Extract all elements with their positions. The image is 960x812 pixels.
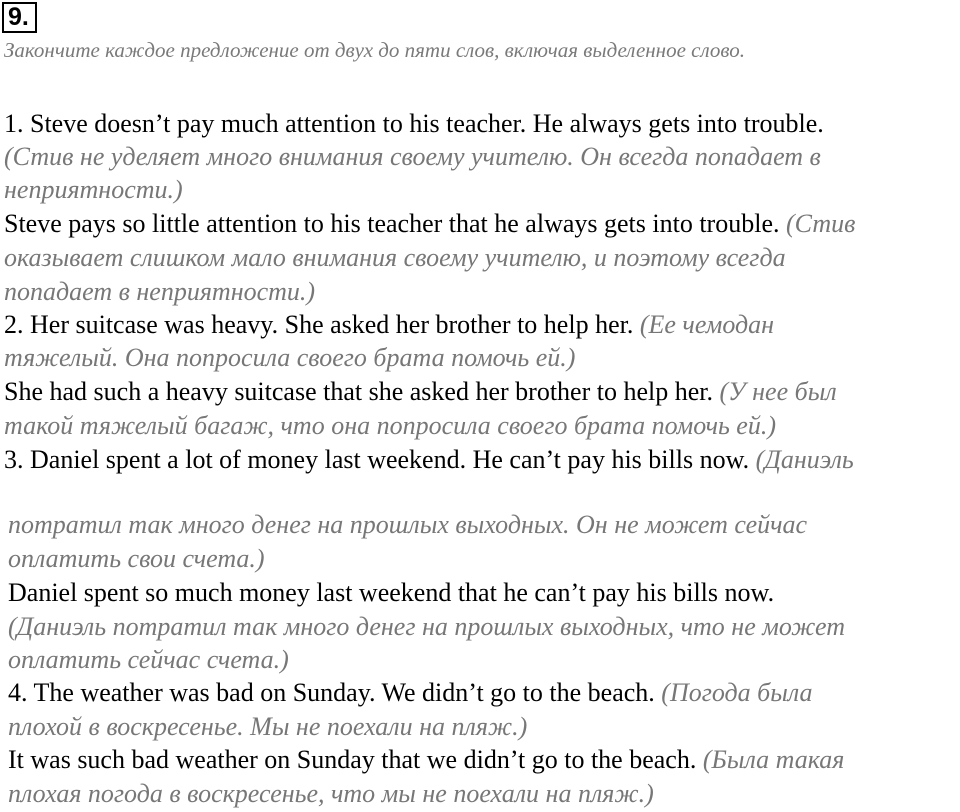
item-1-answer-russian-1: (Стив	[785, 209, 856, 238]
item-3-original-line	[4, 445, 854, 475]
item-1-original-english: 1. Steve doesn’t pay much attention to his teacher. He always gets into trouble.	[4, 109, 824, 138]
item-4-original-russian-1: (Погода была	[661, 678, 813, 707]
task-number-box: 9.	[2, 2, 37, 33]
item-2-answer-russian-2: такой тяжелый багаж, что она попросила своего брата помочь ей.)	[4, 411, 777, 440]
item-3-answer-line	[8, 578, 774, 608]
item-2-answer-translation-line-2	[4, 411, 776, 441]
item-4-original-russian-2: плохой в воскресенье. Мы не поехали на пляж.)	[8, 712, 528, 741]
item-3-answer-russian-2: оплатить сейчас счета.)	[8, 645, 289, 674]
item-3-original-russian-2: потратил так много денег на прошлых выходных. Он не может сейчас	[8, 510, 808, 539]
item-1-answer-english: Steve pays so little attention to his teacher that he always gets into trouble.	[4, 209, 780, 238]
item-2-original-translation-line-2	[4, 343, 575, 373]
task-instruction: Закончите каждое предложение от двух до пяти слов, включая выделенное слово.	[4, 38, 745, 62]
item-3-original-translation-line-3	[8, 544, 265, 574]
item-2-original-line	[4, 310, 774, 340]
item-1-original-line	[4, 109, 824, 139]
item-3-original-english: 3. Daniel spent a lot of money last weekend. He can’t pay his bills now.	[4, 445, 750, 474]
item-4-original-translation-line-2	[8, 712, 527, 742]
item-3-original-translation-line-2	[8, 510, 807, 540]
item-4-answer-russian-1: (Была такая	[702, 745, 845, 774]
item-1-answer-translation-line-2	[4, 243, 786, 273]
item-1-original-translation-line-1	[4, 142, 821, 172]
item-3-original-russian-3: оплатить свои счета.)	[8, 544, 265, 573]
item-2-original-english: 2. Her suitcase was heavy. She asked her brother to help her.	[4, 310, 634, 339]
item-3-answer-english: Daniel spent so much money last weekend that he can’t pay his bills now.	[8, 578, 775, 607]
item-3-answer-russian-1: (Даниэль потратил так много денег на прошлых выходных, что не может	[8, 612, 845, 641]
item-1-original-russian-1: (Стив не уделяет много внимания своему учителю. Он всегда попадает в	[4, 142, 821, 171]
item-2-original-russian-1: (Ее чемодан	[639, 310, 775, 339]
item-1-answer-russian-3: попадает в неприятности.)	[4, 277, 316, 306]
item-4-answer-russian-2: плохая погода в воскресенье, что мы не поехали на пляж.)	[8, 779, 654, 808]
item-2-answer-english: She had such a heavy suitcase that she asked her brother to help her.	[4, 377, 713, 406]
item-1-answer-translation-line-3	[4, 277, 315, 307]
item-1-answer-russian-2: оказывает слишком мало внимания своему учителю, и поэтому всегда	[4, 243, 786, 272]
item-2-original-russian-2: тяжелый. Она попросила своего брата помочь ей.)	[4, 343, 576, 372]
item-3-answer-translation-line-2	[8, 645, 289, 675]
item-4-original-line	[8, 678, 813, 708]
item-4-original-english: 4. The weather was bad on Sunday. We didn’t go to the beach.	[8, 678, 655, 707]
item-3-original-russian-1: (Даниэль	[755, 445, 854, 474]
item-3-answer-translation-line-1	[8, 612, 845, 642]
item-4-answer-line	[8, 745, 844, 775]
item-4-answer-english: It was such bad weather on Sunday that we didn’t go to the beach.	[8, 745, 697, 774]
item-1-original-russian-2: неприятности.)	[4, 175, 183, 204]
item-2-answer-russian-1: (У нее был	[719, 377, 837, 406]
item-4-answer-translation-line-2	[8, 779, 654, 809]
item-1-answer-line	[4, 209, 855, 239]
item-2-answer-line	[4, 377, 837, 407]
item-1-original-translation-line-2	[4, 175, 183, 205]
